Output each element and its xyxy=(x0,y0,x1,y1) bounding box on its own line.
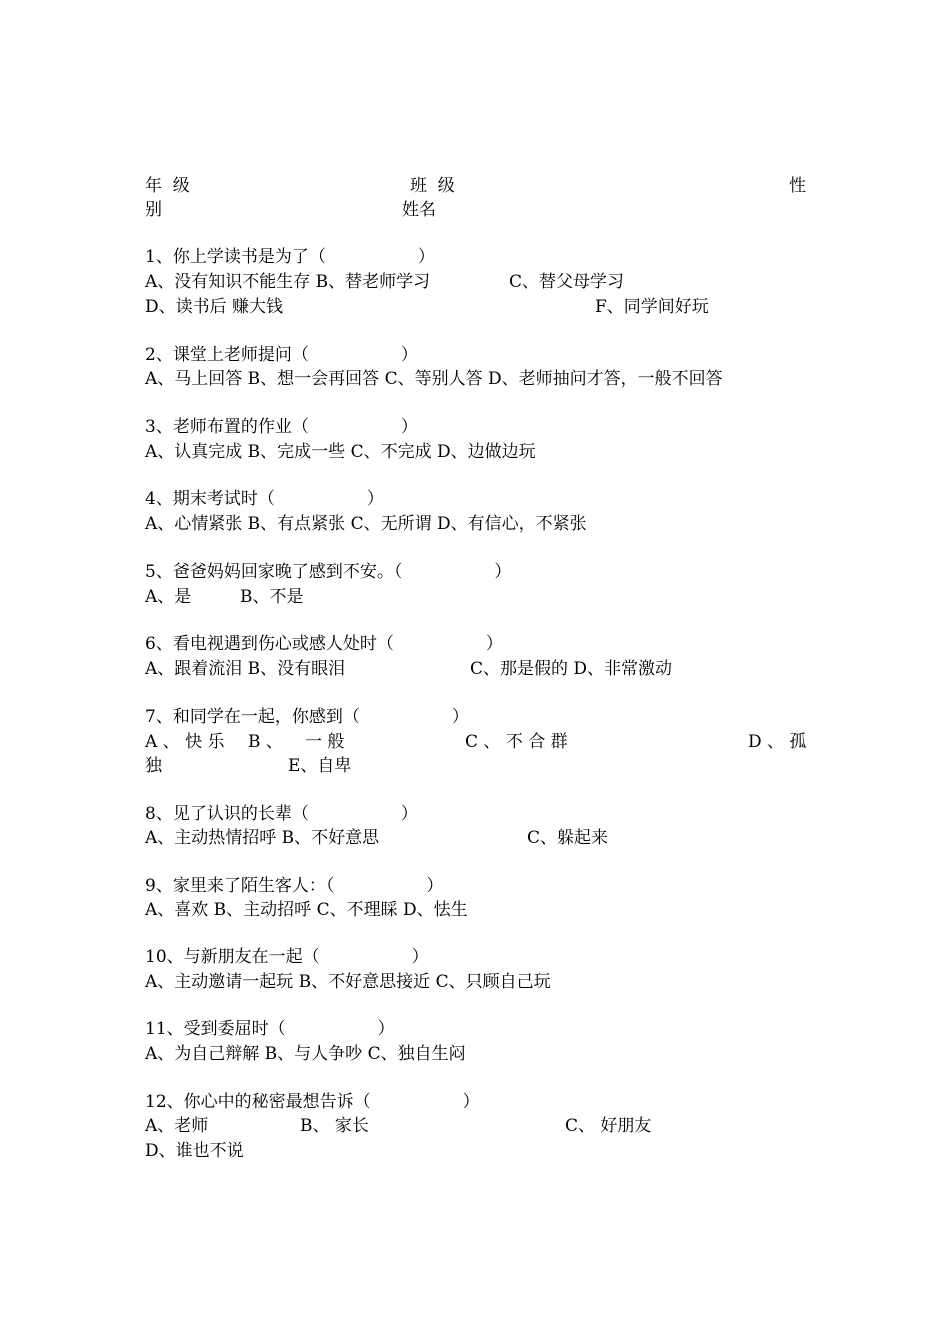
question-11-option: A、为自己辩解 B、与人争吵 C、独自生闷 xyxy=(145,1044,466,1064)
paren-close: ） xyxy=(485,634,503,654)
question-9-prompt xyxy=(145,874,443,898)
paren-close: ） xyxy=(417,247,435,267)
question-prompt-text: 11、受到委屈时（ xyxy=(145,1019,286,1039)
paren-close: ） xyxy=(494,562,512,582)
question-9-option: A、喜欢 B、主动招呼 C、不理睬 D、怯生 xyxy=(145,900,468,920)
question-1-prompt xyxy=(145,245,435,269)
question-12-option: C、 好朋友 xyxy=(565,1116,652,1136)
question-12-option: B、 家长 xyxy=(300,1116,369,1136)
question-10-option: A、主动邀请一起玩 B、不好意思接近 C、只顾自己玩 xyxy=(145,972,551,992)
question-7-option: A 、 快 乐 xyxy=(145,732,225,752)
question-2-prompt xyxy=(145,343,418,367)
class-label: 班 级 xyxy=(410,176,455,196)
gender-label-part2: 别 xyxy=(145,200,162,220)
question-prompt-text: 1、你上学读书是为了（ xyxy=(145,247,326,267)
question-8-option: C、躲起来 xyxy=(527,828,609,848)
paren-close: ） xyxy=(377,1019,395,1039)
question-7-option: E、自卑 xyxy=(288,756,352,776)
paren-close: ） xyxy=(400,417,418,437)
question-12-prompt xyxy=(145,1090,480,1114)
question-7-option: D 、 孤 xyxy=(748,732,807,752)
gender-label-part1: 性 xyxy=(789,176,806,196)
question-prompt-text: 5、爸爸妈妈回家晚了感到不安。（ xyxy=(145,562,403,582)
question-6-option: C、那是假的 D、非常激动 xyxy=(470,659,673,679)
paren-close: ） xyxy=(366,489,384,509)
question-7-option: 独 xyxy=(145,756,162,776)
question-2-option: A、马上回答 B、想一会再回答 C、等别人答 D、老师抽问才答，一般不回答 xyxy=(145,369,723,389)
question-4-prompt xyxy=(145,487,384,511)
question-5-option: A、是 xyxy=(145,587,192,607)
paren-close: ） xyxy=(400,804,418,824)
question-3-option: A、认真完成 B、完成一些 C、不完成 D、边做边玩 xyxy=(145,442,536,462)
question-prompt-text: 6、看电视遇到伤心或感人处时（ xyxy=(145,634,394,654)
question-7-prompt xyxy=(145,705,469,729)
grade-label: 年 级 xyxy=(145,176,190,196)
question-prompt-text: 8、见了认识的长辈（ xyxy=(145,804,309,824)
paren-close: ） xyxy=(451,707,469,727)
paren-close: ） xyxy=(400,345,418,365)
question-11-prompt xyxy=(145,1017,395,1041)
question-6-option: A、跟着流泪 B、没有眼泪 xyxy=(145,659,346,679)
question-1-option: C、替父母学习 xyxy=(509,272,625,292)
question-8-option: A、主动热情招呼 B、不好意思 xyxy=(145,828,380,848)
question-prompt-text: 10、与新朋友在一起（ xyxy=(145,947,320,967)
question-5-prompt xyxy=(145,560,511,584)
question-6-prompt xyxy=(145,632,503,656)
question-8-prompt xyxy=(145,802,418,826)
paren-close: ） xyxy=(462,1092,480,1112)
name-label: 姓名 xyxy=(402,200,436,220)
question-prompt-text: 7、和同学在一起，你感到（ xyxy=(145,707,360,727)
question-prompt-text: 3、老师布置的作业（ xyxy=(145,417,309,437)
question-1-option: A、没有知识不能生存 B、替老师学习 xyxy=(145,272,431,292)
question-7-option: B 、 xyxy=(248,732,283,752)
question-12-option: D、谁也不说 xyxy=(145,1141,244,1161)
question-7-option: 一 般 xyxy=(305,732,345,752)
paren-close: ） xyxy=(426,876,444,896)
question-1-option: F、同学间好玩 xyxy=(595,297,709,317)
question-7-option: C 、 不 合 群 xyxy=(465,732,568,752)
question-4-option: A、心情紧张 B、有点紧张 C、无所谓 D、有信心，不紧张 xyxy=(145,514,587,534)
question-1-option: D、读书后 赚大钱 xyxy=(145,297,284,317)
question-12-option: A、老师 xyxy=(145,1116,209,1136)
question-prompt-text: 12、你心中的秘密最想告诉（ xyxy=(145,1092,371,1112)
question-prompt-text: 2、课堂上老师提问（ xyxy=(145,345,309,365)
question-3-prompt xyxy=(145,415,418,439)
question-10-prompt xyxy=(145,945,429,969)
question-5-option: B、不是 xyxy=(240,587,304,607)
question-prompt-text: 9、家里来了陌生客人：（ xyxy=(145,876,335,896)
question-prompt-text: 4、期末考试时（ xyxy=(145,489,275,509)
paren-close: ） xyxy=(411,947,429,967)
